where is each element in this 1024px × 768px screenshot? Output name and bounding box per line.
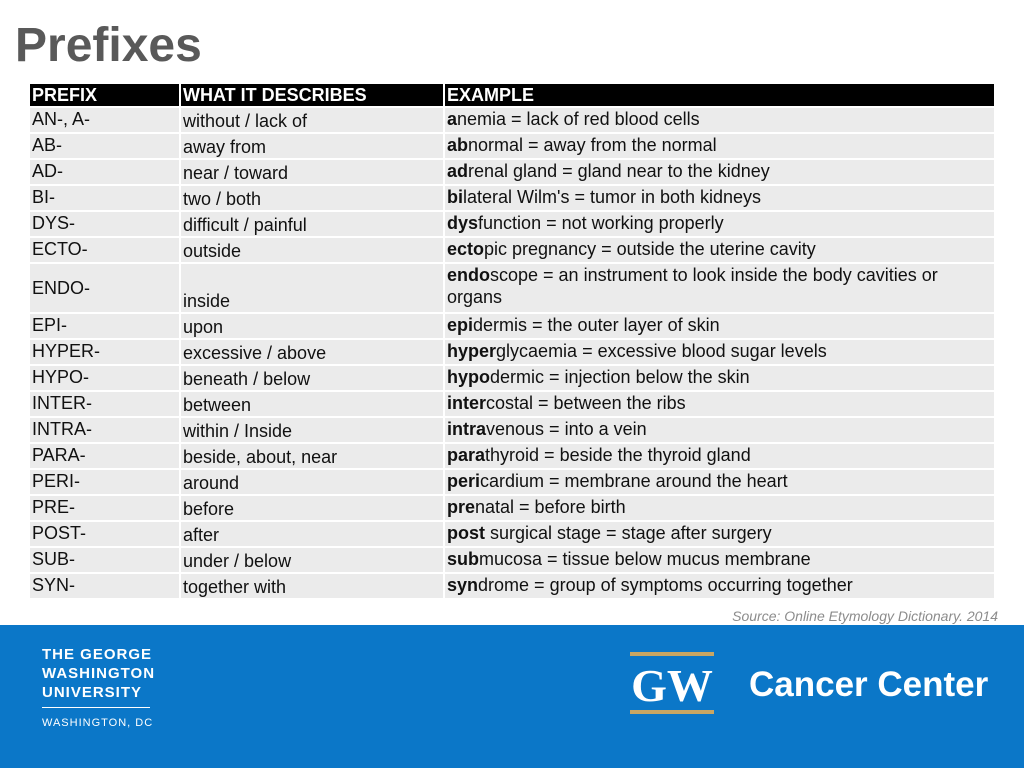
- example-prefix-bold: para: [447, 445, 486, 465]
- example-text: cardium = membrane around the heart: [480, 471, 788, 491]
- example-prefix-bold: ecto: [447, 239, 485, 259]
- example-prefix-bold: hyper: [447, 341, 497, 361]
- example-text: venous = into a vein: [486, 419, 647, 439]
- prefix-cell: AD-: [30, 160, 179, 184]
- example-cell: [443, 548, 994, 572]
- describes-cell: together with: [179, 574, 443, 598]
- example-cell: [443, 186, 994, 210]
- example-cell: [443, 108, 994, 132]
- example-prefix-bold: syn: [447, 575, 479, 595]
- example-prefix-bold: epi: [447, 315, 474, 335]
- prefix-cell: DYS-: [30, 212, 179, 236]
- example-cell: [443, 264, 994, 312]
- table-row: [30, 108, 994, 132]
- example-text: thyroid = beside the thyroid gland: [485, 445, 751, 465]
- example-prefix-bold: bi: [447, 187, 463, 207]
- example-text: scope = an instrument to look inside the body cavities or organs: [447, 265, 938, 307]
- example-prefix-bold: inter: [447, 393, 487, 413]
- prefix-cell: AN-, A-: [30, 108, 179, 132]
- table-row: [30, 314, 994, 338]
- prefix-cell: INTER-: [30, 392, 179, 416]
- describes-cell: under / below: [179, 548, 443, 572]
- example-cell: [443, 418, 994, 442]
- example-prefix-bold: post: [447, 523, 485, 543]
- example-cell: [443, 574, 994, 598]
- example-cell: [443, 496, 994, 520]
- table-body: [30, 108, 994, 598]
- example-text: renal gland = gland near to the kidney: [468, 161, 770, 181]
- header-prefix: PREFIX: [30, 84, 179, 106]
- example-text: surgical stage = stage after surgery: [485, 523, 772, 543]
- prefix-table: [30, 82, 994, 600]
- footer-band: [0, 625, 1024, 768]
- example-prefix-bold: endo: [447, 265, 490, 285]
- example-text: nemia = lack of red blood cells: [457, 109, 700, 129]
- table-row: [30, 418, 994, 442]
- describes-cell: within / Inside: [179, 418, 443, 442]
- describes-cell: after: [179, 522, 443, 546]
- describes-cell: outside: [179, 238, 443, 262]
- table-row: [30, 212, 994, 236]
- example-prefix-bold: ad: [447, 161, 469, 181]
- gwu-logo-divider: [42, 707, 150, 708]
- table-row: [30, 366, 994, 390]
- source-citation: Source: Online Etymology Dictionary. 2014: [732, 608, 998, 624]
- example-cell: [443, 444, 994, 468]
- example-text: glycaemia = excessive blood sugar levels: [496, 341, 827, 361]
- prefix-cell: ENDO-: [30, 264, 179, 312]
- example-cell: [443, 160, 994, 184]
- cancer-center-wordmark: Cancer Center: [749, 665, 989, 704]
- example-text: mucosa = tissue below mucus membrane: [479, 549, 811, 569]
- describes-cell: near / toward: [179, 160, 443, 184]
- table-row: [30, 470, 994, 494]
- describes-cell: without / lack of: [179, 108, 443, 132]
- table-header-row: [30, 84, 994, 106]
- prefix-cell: HYPER-: [30, 340, 179, 364]
- prefix-cell: PARA-: [30, 444, 179, 468]
- prefix-cell: INTRA-: [30, 418, 179, 442]
- example-text: dermis = the outer layer of skin: [473, 315, 720, 335]
- table-row: [30, 392, 994, 416]
- prefix-cell: AB-: [30, 134, 179, 158]
- table-row: [30, 522, 994, 546]
- example-cell: [443, 366, 994, 390]
- example-text: costal = between the ribs: [486, 393, 686, 413]
- gwu-logo-line: WASHINGTON: [42, 665, 156, 682]
- example-text: function = not working properly: [478, 213, 724, 233]
- example-prefix-bold: pre: [447, 497, 476, 517]
- example-cell: [443, 238, 994, 262]
- example-cell: [443, 212, 994, 236]
- example-cell: [443, 134, 994, 158]
- prefix-cell: HYPO-: [30, 366, 179, 390]
- header-example: EXAMPLE: [443, 84, 994, 106]
- prefix-cell: SYN-: [30, 574, 179, 598]
- table-row: [30, 186, 994, 210]
- describes-cell: beneath / below: [179, 366, 443, 390]
- prefix-cell: SUB-: [30, 548, 179, 572]
- example-prefix-bold: peri: [447, 471, 481, 491]
- describes-cell: excessive / above: [179, 340, 443, 364]
- example-text: dermic = injection below the skin: [490, 367, 750, 387]
- describes-cell: inside: [179, 264, 443, 312]
- example-text: lateral Wilm's = tumor in both kidneys: [463, 187, 762, 207]
- describes-cell: between: [179, 392, 443, 416]
- gwu-logo-city: WASHINGTON, DC: [42, 717, 154, 729]
- describes-cell: upon: [179, 314, 443, 338]
- gwu-logo-line: UNIVERSITY: [42, 684, 143, 701]
- table-row: [30, 340, 994, 364]
- prefix-cell: PRE-: [30, 496, 179, 520]
- prefix-cell: EPI-: [30, 314, 179, 338]
- example-text: drome = group of symptoms occurring together: [478, 575, 853, 595]
- prefix-cell: PERI-: [30, 470, 179, 494]
- monogram-top-bar: [630, 652, 714, 656]
- table-row: [30, 496, 994, 520]
- example-cell: [443, 522, 994, 546]
- describes-cell: away from: [179, 134, 443, 158]
- gwu-logo: [42, 645, 155, 733]
- example-text: pic pregnancy = outside the uterine cavity: [484, 239, 816, 259]
- example-prefix-bold: hypo: [447, 367, 490, 387]
- table-row: [30, 574, 994, 598]
- example-cell: [443, 340, 994, 364]
- describes-cell: beside, about, near: [179, 444, 443, 468]
- example-prefix-bold: ab: [447, 135, 469, 155]
- prefix-cell: POST-: [30, 522, 179, 546]
- describes-cell: around: [179, 470, 443, 494]
- gwu-logo-line: THE GEORGE: [42, 646, 153, 663]
- example-prefix-bold: dys: [447, 213, 479, 233]
- table-row: [30, 264, 994, 312]
- example-prefix-bold: sub: [447, 549, 480, 569]
- table-row: [30, 160, 994, 184]
- describes-cell: before: [179, 496, 443, 520]
- example-prefix-bold: a: [447, 109, 458, 129]
- gw-monogram-logo: [630, 652, 714, 716]
- monogram-text: GW: [631, 660, 713, 711]
- table-row: [30, 238, 994, 262]
- example-cell: [443, 470, 994, 494]
- prefix-cell: ECTO-: [30, 238, 179, 262]
- example-cell: [443, 392, 994, 416]
- header-describes: WHAT IT DESCRIBES: [179, 84, 443, 106]
- example-text: normal = away from the normal: [468, 135, 717, 155]
- prefix-cell: BI-: [30, 186, 179, 210]
- describes-cell: difficult / painful: [179, 212, 443, 236]
- table-row: [30, 548, 994, 572]
- table-row: [30, 134, 994, 158]
- describes-cell: two / both: [179, 186, 443, 210]
- example-prefix-bold: intra: [447, 419, 487, 439]
- page-title: Prefixes: [15, 19, 202, 72]
- example-cell: [443, 314, 994, 338]
- table-row: [30, 444, 994, 468]
- example-text: natal = before birth: [475, 497, 626, 517]
